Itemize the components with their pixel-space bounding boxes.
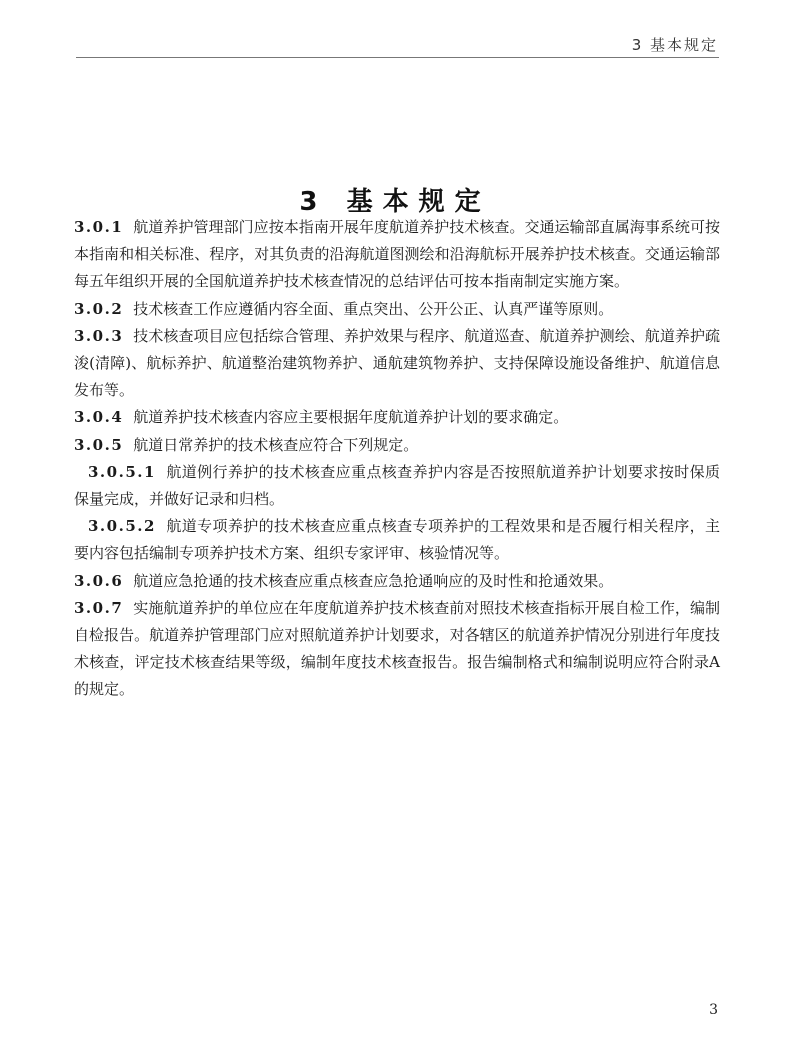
clause-3-0-1: [74, 214, 720, 296]
clause-text: 实施航道养护的单位应在年度航道养护技术核查前对照技术核查指标开展自检工作，编制自检报告。航道养护管理部门应对照航道养护计划要求，对各辖区的航道养护情况分别进行年度技术核查，评定技术核查结果等级，编制年度技术核查报告。报告编制格式和编制说明应符合附录A的规定。: [74, 598, 720, 699]
clause-text: 航道日常养护的技术核查应符合下列规定。: [133, 435, 419, 454]
clause-text: 技术核查工作应遵循内容全面、重点突出、公开公正、认真严谨等原则。: [133, 299, 614, 318]
header-divider: [76, 57, 719, 58]
clause-list: [74, 214, 720, 704]
clause-text: 航道例行养护的技术核查应重点核查养护内容是否按照航道养护计划要求按时保质保量完成，并做好记录和归档。: [74, 462, 720, 509]
clause-number: 3.0.5: [74, 435, 124, 454]
clause-3-0-4: [74, 404, 720, 431]
clause-number: 3.0.6: [74, 571, 124, 590]
clause-3-0-7: [74, 595, 720, 704]
clause-text: 航道养护技术核查内容应主要根据年度航道养护计划的要求确定。: [133, 408, 569, 427]
running-header: 3 基本规定: [631, 36, 718, 54]
page-number: 3: [709, 1002, 718, 1018]
clause-text: 技术核查项目应包括综合管理、养护效果与程序、航道巡查、航道养护测绘、航道养护疏浚(清障)、航标养护、航道整治建筑物养护、通航建筑物养护、支持保障设施设备维护、航道信息发布等。: [74, 326, 720, 400]
clause-3-0-5: [74, 432, 720, 459]
clause-3-0-2: [74, 296, 720, 323]
clause-text: 航道养护管理部门应按本指南开展年度航道养护技术核查。交通运输部直属海事系统可按本指南和相关标准、程序，对其负责的沿海航道图测绘和沿海航标开展养护技术核查。交通运输部每五年组织开展的全国航道养护技术核查情况的总结评估可按本指南制定实施方案。: [74, 218, 720, 291]
clause-text: 航道应急抢通的技术核查应重点核查应急抢通响应的及时性和抢通效果。: [133, 571, 614, 590]
chapter-title: 3 基本规定: [299, 187, 491, 218]
clause-number: 3.0.5.2: [88, 517, 156, 536]
clause-3-0-5-2: [74, 513, 720, 567]
clause-3-0-6: [74, 568, 720, 595]
clause-number: 3.0.7: [74, 598, 124, 617]
clause-3-0-5-1: [74, 459, 720, 513]
clause-number: 3.0.4: [74, 408, 124, 427]
clause-text: 航道专项养护的技术核查应重点核查专项养护的工程效果和是否履行相关程序，主要内容包括编制专项养护技术方案、组织专家评审、核验情况等。: [74, 517, 720, 563]
clause-number: 3.0.2: [74, 299, 124, 318]
clause-3-0-3: [74, 323, 720, 405]
clause-number: 3.0.3: [74, 326, 124, 345]
clause-number: 3.0.5.1: [88, 462, 156, 481]
clause-number: 3.0.1: [74, 218, 124, 236]
